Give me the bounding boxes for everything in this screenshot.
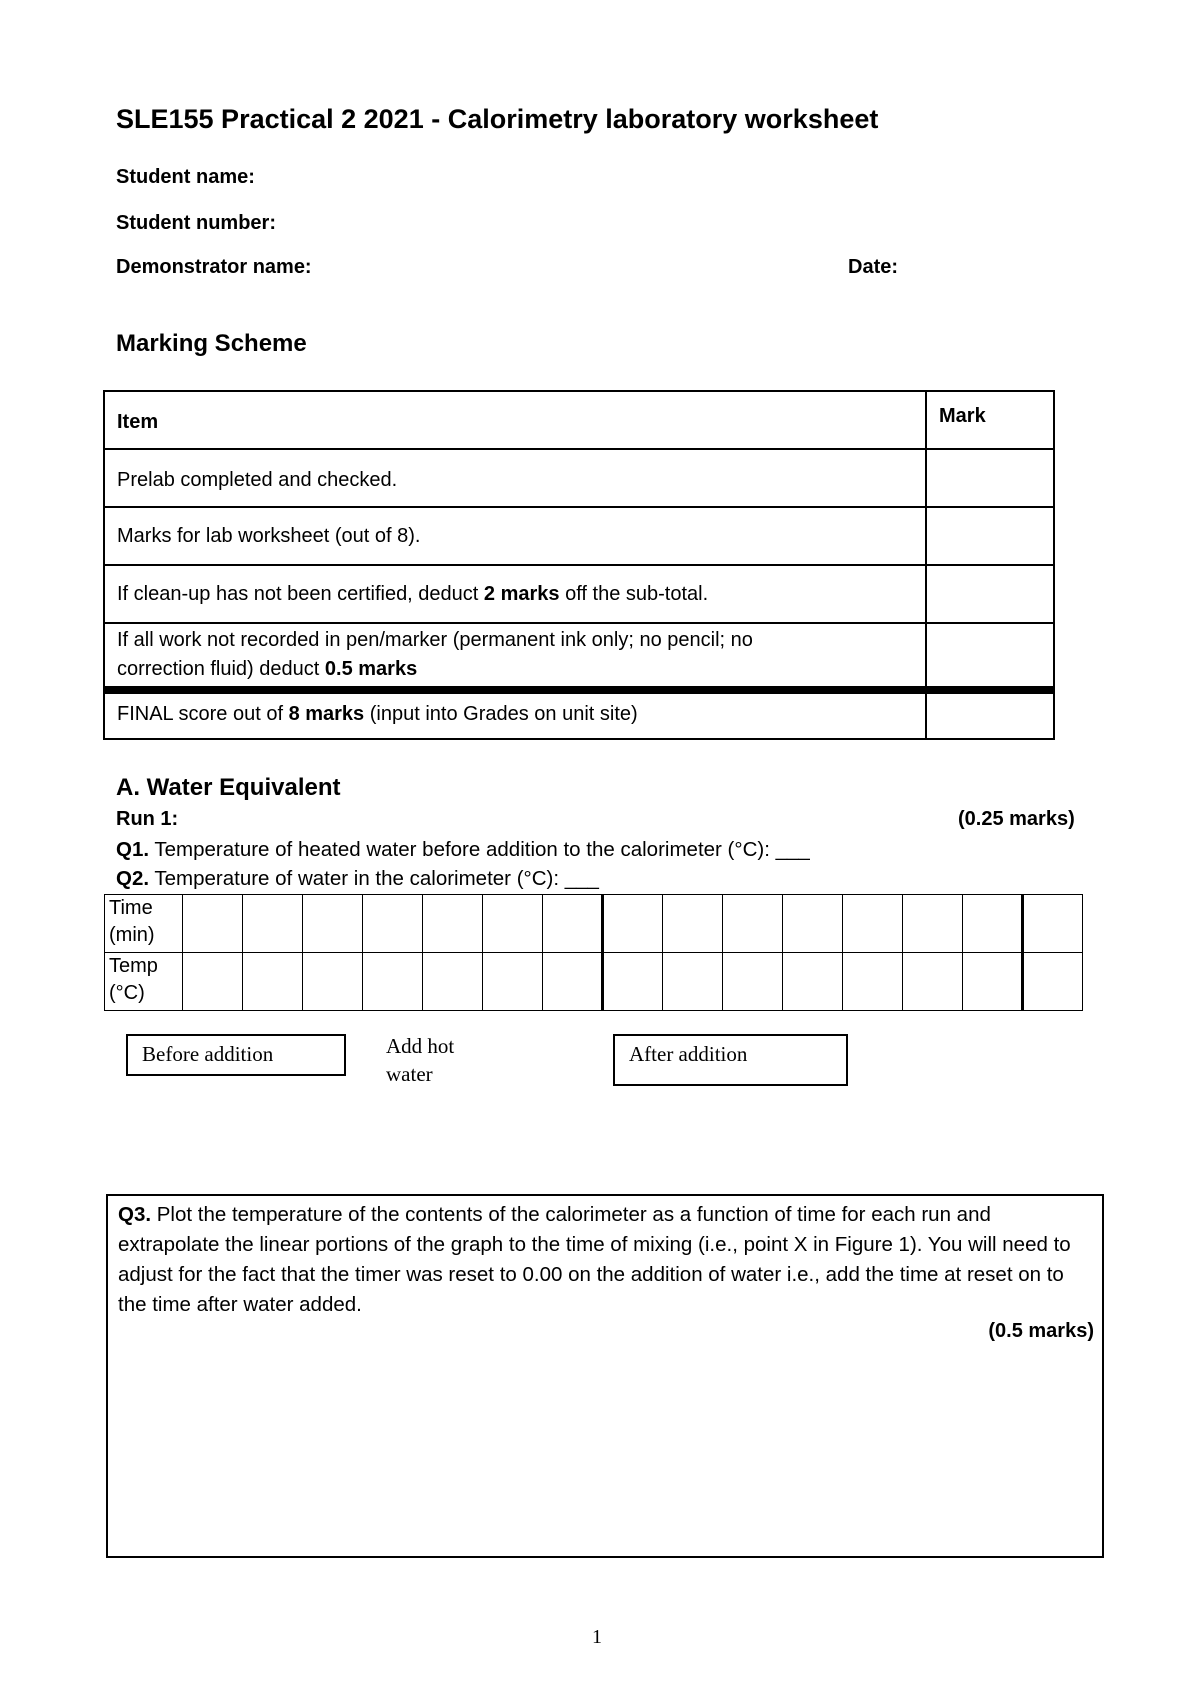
before-addition-label: Before addition (126, 1034, 346, 1076)
time-cell[interactable] (723, 895, 783, 953)
q3-marks: (0.5 marks) (988, 1320, 1094, 1342)
q2-text: Q2. Temperature of water in the calorimeter (°C): ___ (116, 867, 599, 890)
row-text: If all work not recorded in pen/marker (permanent ink only; no pencil; no correction fluid) deduct 0.5 marks (117, 629, 753, 680)
temp-cell[interactable] (903, 953, 963, 1011)
temp-cell[interactable] (543, 953, 603, 1011)
mark-cell[interactable] (927, 508, 1053, 564)
mark-cell[interactable] (927, 450, 1053, 506)
after-addition-label: After addition (613, 1034, 848, 1086)
time-cell[interactable] (543, 895, 603, 953)
temp-cell[interactable] (663, 953, 723, 1011)
table-row (105, 508, 1053, 566)
section-a-heading: A. Water Equivalent (116, 774, 341, 801)
q3-text: Q3. Plot the temperature of the contents of the calorimeter as a function of time for each run and extrapolate the linear portions of the graph to the time of mixing (i.e., point X in Figure 1). You will need to adjust for the fact that the timer was reset to 0.00 on the addition of water i.e., add the time at reset on to the time after water added. (118, 1203, 1071, 1316)
thick-divider (103, 686, 1055, 694)
temp-cell[interactable] (1023, 953, 1083, 1011)
time-cell[interactable] (663, 895, 723, 953)
time-cell[interactable] (903, 895, 963, 953)
time-cell[interactable] (303, 895, 363, 953)
mark-cell[interactable] (927, 566, 1053, 622)
student-name-label: Student name: (116, 166, 255, 188)
q1-text: Q1. Temperature of heated water before addition to the calorimeter (°C): ___ (116, 838, 810, 861)
row-text: Prelab completed and checked. (117, 469, 398, 491)
temp-cell[interactable] (303, 953, 363, 1011)
table-row (105, 624, 1053, 694)
table-row (105, 694, 1053, 738)
row-text: FINAL score out of 8 marks (input into Grades on unit site) (117, 703, 638, 725)
time-cell[interactable] (843, 895, 903, 953)
temp-cell[interactable] (723, 953, 783, 1011)
run-data-table (104, 894, 1083, 1011)
run-marks: (0.25 marks) (958, 808, 1075, 830)
row-text: If clean-up has not been certified, deduct 2 marks off the sub-total. (117, 583, 709, 605)
time-cell[interactable] (783, 895, 843, 953)
table-header-row (105, 392, 1053, 450)
temp-cell[interactable] (963, 953, 1023, 1011)
table-row (105, 566, 1053, 624)
mark-cell[interactable] (927, 694, 1053, 738)
page-number: 1 (592, 1626, 602, 1648)
time-label: Time (min) (105, 895, 183, 953)
temp-cell[interactable] (843, 953, 903, 1011)
student-number-label: Student number: (116, 212, 276, 234)
time-cell[interactable] (243, 895, 303, 953)
temp-label: Temp (°C) (105, 953, 183, 1011)
time-row (105, 895, 1083, 953)
marking-scheme-table (103, 390, 1055, 740)
temp-cell[interactable] (603, 953, 663, 1011)
marking-scheme-heading: Marking Scheme (116, 330, 307, 357)
temp-row (105, 953, 1083, 1011)
temp-cell[interactable] (363, 953, 423, 1011)
temp-cell[interactable] (783, 953, 843, 1011)
time-cell[interactable] (963, 895, 1023, 953)
add-hot-water-label: Add hot water (386, 1034, 455, 1086)
date-label: Date: (848, 256, 899, 278)
temp-cell[interactable] (183, 953, 243, 1011)
col-mark-header: Mark (939, 405, 986, 427)
page-title: SLE155 Practical 2 2021 - Calorimetry laboratory worksheet (116, 104, 879, 134)
q3-answer-box[interactable] (106, 1194, 1104, 1558)
temp-cell[interactable] (243, 953, 303, 1011)
time-cell[interactable] (603, 895, 663, 953)
time-cell[interactable] (183, 895, 243, 953)
col-item-header: Item (117, 411, 159, 433)
time-cell[interactable] (363, 895, 423, 953)
run-label: Run 1: (116, 808, 179, 830)
temp-cell[interactable] (423, 953, 483, 1011)
time-cell[interactable] (423, 895, 483, 953)
demonstrator-name-label: Demonstrator name: (116, 256, 312, 278)
temp-cell[interactable] (483, 953, 543, 1011)
time-cell[interactable] (483, 895, 543, 953)
mark-cell[interactable] (927, 624, 1053, 694)
table-row (105, 450, 1053, 508)
time-cell[interactable] (1023, 895, 1083, 953)
row-text: Marks for lab worksheet (out of 8). (117, 525, 421, 547)
